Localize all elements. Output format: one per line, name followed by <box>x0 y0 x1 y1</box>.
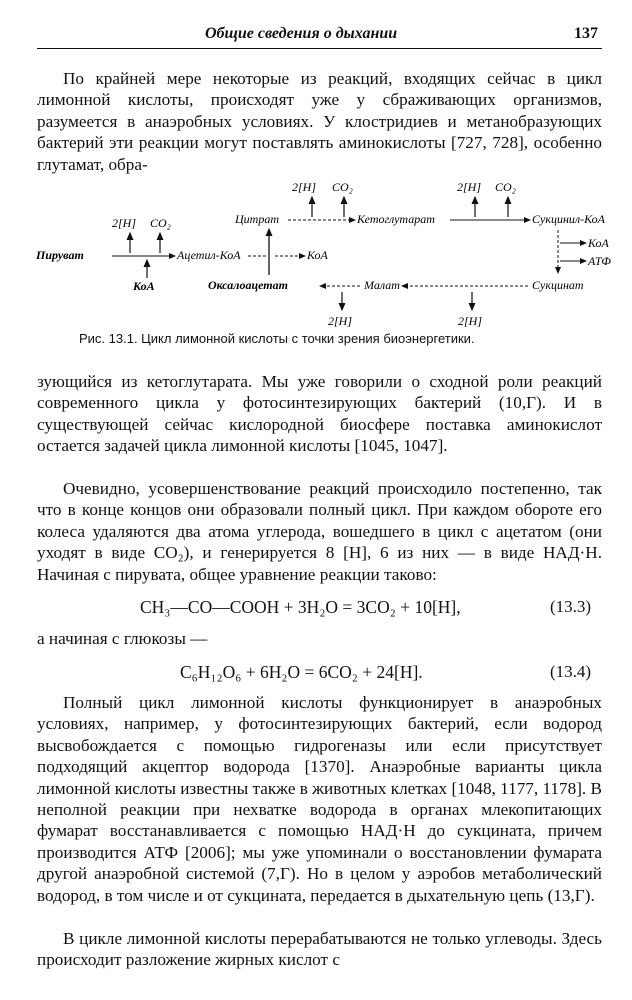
paragraph-1: По крайней мере некоторые из реакций, входящих сейчас в цикл лимонной кислоты, происходят уже у сбраживающих организмов, разумеется в анаэробных условиях. У клостридиев и метанобразующих бактерий эти реакции могут поставлять аминокислоты [727, 728], особенно глутамат, обра- <box>37 69 602 174</box>
paragraph-5: Полный цикл лимонной кислоты функционирует в анаэробных условиях, например, у фотосинтезирующих бактерий, если водород высвобождается с помощью гидрогеназы или если присутствует подходящий акцептор водорода [1370]. Анаэробные варианты цикла лимонной кислоты известны также в животных клетках [1048, 1177, 1178]. В неполной реакции при нехватке водорода в органах млекопитающих фумарат восстанавливается с помощью НАД·Н до сукцината, причем производится АТФ [2006]; мы уже упоминали о восстановлении фумарата другой анаэробной системой (7,Г). Но в целом у аэробов метаболический водород, в том числе и от сукцината, передается в дыхательную цепь (13,Г). <box>37 693 602 905</box>
label-co2-a: CO₂ <box>332 180 353 194</box>
paragraph-4: а начиная с глюкозы — <box>37 629 208 648</box>
label-oxaloacetate: Оксалоацетат <box>208 278 288 292</box>
paragraph-2: зующийся из кетоглутарата. Мы уже говорили о сходной роли реакций современного цикла у фотосинтезирующих бактерий (10,Г). И в существующей сейчас кислородной биосфере поставка аминокислот остается задачей цикла лимонной кислоты [1045, 1047]. <box>37 372 602 456</box>
label-co2-c: CO₂ <box>150 216 171 230</box>
equation-number-13-4: (13.4) <box>550 662 592 681</box>
equation-13-3: CH₃—CO—COOH + 3H₂O = 3CO₂ + 10[H], <box>140 597 461 617</box>
label-succinyl-coa: Сукцинил-КоА <box>532 212 605 226</box>
page-number: 137 <box>574 25 598 42</box>
label-citrate: Цитрат <box>235 212 279 226</box>
paragraph-3: Очевидно, усовершенствование реакций происходило постепенно, так что в конце концов они образовали полный цикл. При каждом обороте его колеса удаляются два атома углерода, вошедшего в цикл с ацетатом (они уходят в виде CO₂), и генерируется 8 [H], 6 из них — в виде НАД·Н. Начиная с пирувата, общее уравнение реакции таково: <box>37 479 602 584</box>
citric-acid-cycle-diagram <box>30 175 620 330</box>
figure-caption: Рис. 13.1. Цикл лимонной кислоты с точки зрения биоэнергетики. <box>79 331 475 346</box>
paragraph-6: В цикле лимонной кислоты перерабатываются не только углеводы. Здесь происходит разложение жирных кислот с <box>37 929 602 970</box>
label-malate: Малат <box>364 278 400 292</box>
label-co2-b: CO₂ <box>495 180 516 194</box>
label-pyruvate: Пируват <box>36 248 84 262</box>
label-coa-out-right: КоА <box>588 236 609 250</box>
label-2h-a: 2[H] <box>292 180 317 194</box>
header-title: Общие сведения о дыхании <box>205 25 398 42</box>
equation-13-4: C₆H₁₂O₆ + 6H₂O = 6CO₂ + 24[H]. <box>180 662 423 682</box>
label-2h-c: 2[H] <box>112 216 137 230</box>
label-acetyl-coa: Ацетил-КоА <box>177 248 241 262</box>
label-atp: АТФ <box>588 254 611 268</box>
label-2h-b: 2[H] <box>457 180 482 194</box>
label-ketoglutarate: Кетоглутарат <box>357 212 435 226</box>
label-2h-e: 2[H] <box>458 314 483 328</box>
label-coa-in: КоА <box>133 279 155 293</box>
label-succinate: Сукцинат <box>532 278 584 292</box>
label-coa-out-left: КоА <box>307 248 328 262</box>
label-2h-d: 2[H] <box>328 314 353 328</box>
equation-number-13-3: (13.3) <box>550 597 592 616</box>
running-header <box>37 22 602 49</box>
